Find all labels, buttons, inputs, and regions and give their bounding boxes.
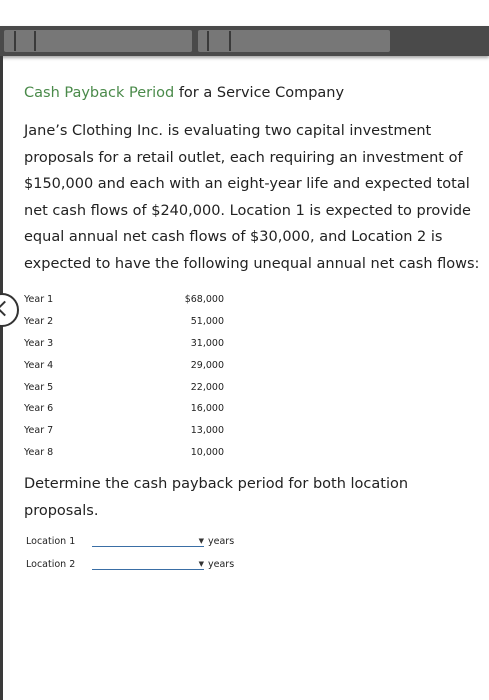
location-1-label: Location 1 <box>26 536 76 548</box>
cash-flow-amount: $68,000 <box>184 294 224 306</box>
year-label: Year 3 <box>24 337 54 349</box>
problem-text: Jane’s Clothing Inc. is evaluating two capital investment proposals for a retail outlet, each requiring an investment of $150,000 and each with an eight-year life and expected total net cash flows of $240,000. Location 1 is expected to provide equal annual net cash flows of $30,000, and Location 2 is expected to have the following unequal annual net cash flows: <box>24 123 480 272</box>
location-1-select[interactable] <box>92 536 204 547</box>
problem-content <box>24 82 484 580</box>
cash-flow-amount: 13,000 <box>190 425 224 437</box>
year-label: Year 8 <box>24 446 54 458</box>
year-label: Year 5 <box>24 381 54 393</box>
toolbar-divider <box>34 31 36 51</box>
cash-flow-table <box>24 289 224 463</box>
location-2-unit: years <box>208 559 235 571</box>
toolbar-divider <box>207 31 209 51</box>
back-button[interactable] <box>0 293 19 327</box>
location-2-select[interactable] <box>92 559 204 570</box>
table-row <box>24 289 224 311</box>
year-label: Year 4 <box>24 359 54 371</box>
toolbar-divider <box>229 31 231 51</box>
year-label: Year 6 <box>24 403 54 415</box>
year-label: Year 7 <box>24 425 54 437</box>
problem-heading <box>24 82 484 104</box>
chevron-left-icon <box>0 301 12 317</box>
top-toolbar <box>0 26 489 56</box>
table-row <box>24 354 224 376</box>
cash-flow-amount: 31,000 <box>190 337 224 349</box>
heading-rest: for a Service Company <box>174 85 345 101</box>
table-row <box>24 333 224 355</box>
year-label: Year 1 <box>24 294 54 306</box>
table-row <box>24 311 224 333</box>
cash-flow-amount: 51,000 <box>190 316 224 328</box>
year-label: Year 2 <box>24 316 54 328</box>
table-row <box>24 442 224 464</box>
toolbar-segment-2[interactable] <box>198 30 390 52</box>
answer-row-location-1 <box>24 534 484 557</box>
answer-section <box>24 534 484 580</box>
topic-link[interactable]: Cash Payback Period <box>24 85 175 101</box>
question-text: Determine the cash payback period for both location proposals. <box>24 476 409 519</box>
table-row <box>24 398 224 420</box>
cash-flow-amount: 29,000 <box>190 359 224 371</box>
dropdown-arrow-icon: ▼ <box>198 537 204 546</box>
left-border <box>0 56 3 700</box>
table-row <box>24 420 224 442</box>
answer-row-location-2 <box>24 557 484 580</box>
cash-flow-amount: 22,000 <box>190 381 224 393</box>
toolbar-segment-1[interactable] <box>4 30 192 52</box>
cash-flow-amount: 10,000 <box>190 446 224 458</box>
location-2-label: Location 2 <box>26 559 76 571</box>
toolbar-divider <box>14 31 16 51</box>
dropdown-arrow-icon: ▼ <box>198 560 204 569</box>
table-row <box>24 376 224 398</box>
cash-flow-amount: 16,000 <box>190 403 224 415</box>
location-1-unit: years <box>208 536 235 548</box>
